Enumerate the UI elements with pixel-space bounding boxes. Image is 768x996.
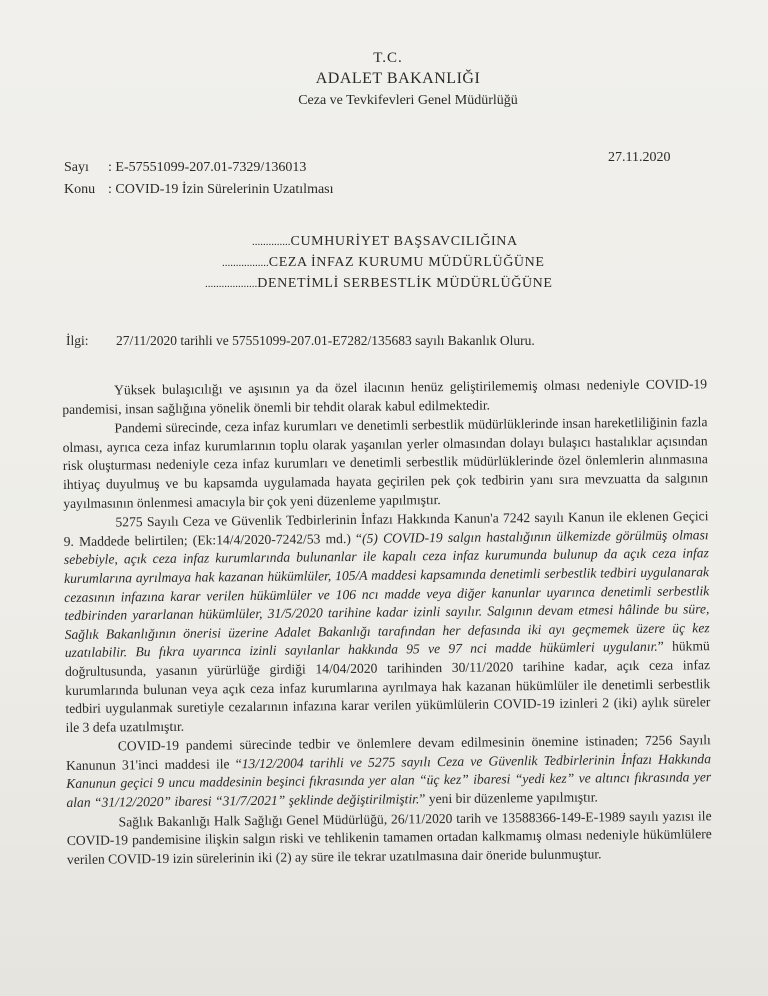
sayi-label: Sayı [64,160,89,175]
reference-line [66,333,535,349]
addressee-3 [205,276,705,292]
paragraph-1: Yüksek bulaşıcılığı ve aşısının ya da özel ilacının henüz geliştirilememiş olması nedeniyle COVID-19 pandemisi, insan sağlığına yönelik önemli bir tehdit olarak kabul edilmektedir. [62,376,708,417]
addressee-dots: .............. [252,236,291,248]
ministry-title: ADALET BAKANLIĞI [315,70,481,87]
addressee-text: DENETİMLİ SERBESTLİK MÜDÜRLÜĞÜNE [257,276,553,291]
addressee-1 [252,234,672,250]
letter-body [62,375,712,870]
paragraph-3 [63,507,710,737]
document-date: 27.11.2020 [608,150,671,165]
paragraph-4-quote: 13/12/2004 tarihli ve 5275 sayılı Ceza ve Güvenlik Tedbirlerinin İnfazı Hakkında Kanunun geçici 9 uncu maddesinin beşinci fıkrasında yer alan “üç kez” ibaresi “yedi kez” ve altıncı fıkrasında yer alan “31/12/2020” ibaresi “31/7/2021” şeklinde değiştirilmiştir. [66,751,712,811]
reference-text: 27/11/2020 tarihli ve 57551099-207.01-E7282/135683 sayılı Bakanlık Oluru. [116,333,535,348]
sayi-value: : E-57551099-207.01-7329/136013 [108,160,307,175]
konu-row [64,182,334,198]
addressee-text: CUMHURİYET BAŞSAVCILIĞINA [290,234,518,249]
paragraph-5: Sağlık Bakanlığı Halk Sağlığı Genel Müdürlüğü, 26/11/2020 tarih ve 13588366-149-E-1989 sayılı yazısı ile COVID-19 pandemisine ilişkin salgın riski ve tehlikenin tamamen ortadan kalkmamış olması nedeniyle hükümlülere verilen COVID-19 izin sürelerinin iki (2) ay süre ile tekrar uzatılmasına dair öneride bulunmuştur. [66,807,712,867]
addressee-dots: ................. [222,257,269,269]
addressee-2 [222,255,682,271]
paragraph-3-outro: ” hükmü doğrultusunda, yasanın yürürlüğe girdiği 14/04/2020 tarihinden 30/11/2020 tarihine kadar, açık ceza infaz kurumlarında bulunan veya açık ceza infaz kurumlarına ayrılmaya hak kazanan hükümlüler ile denetimli serbestlik tedbiri uygulanmak suretiyle cezalarının infazına karar verilen yükümlülerin COVID-19 izinleri 2 (iki) aylık süreler ile 3 defa uzatılmıştır. [64,638,711,735]
konu-value: : COVID-19 İzin Sürelerinin Uzatılması [108,182,334,197]
addressee-dots: ................... [205,278,258,290]
paragraph-3-quote: (5) COVID-19 salgın hastalığının ülkemizde görülmüş olması sebebiyle, açık ceza infaz kurumlarında bulunanlar ile kapalı ceza infaz kurumunda bulunup da açık ceza infaz kurumlarına ayrılmaya hak kazanan hükümlüler, 105/A maddesi kapsamında denetimli serbestlik tedbiri uygulanarak cezasının infazına karar verilen hükümlüler ve 106 ncı madde veya diğer kanunlar uyarınca denetimli serbestlik tedbirinden yararlanan hükümlüler, 31/5/2020 tarihine kadar izinli sayılır. Salgının devam etmesi hâlinde bu süre, Sağlık Bakanlığının önerisi üzerine Adalet Bakanlığı tarafından her defasında iki ayı geçmemek üzere üç kez uzatılabilir. Bu fıkra uyarınca izinli sayılanlar hakkında 95 ve 97 nci madde hükümleri uygulanır. [63,526,710,661]
addressee-text: CEZA İNFAZ KURUMU MÜDÜRLÜĞÜNE [268,255,545,270]
paragraph-4-outro: ” yeni bir düzenleme yapılmıştır. [419,789,598,807]
paragraph-3-intro: 5275 Sayılı Ceza ve Güvenlik Tedbirlerinin İnfazı Hakkında Kanun'a 7242 sayılı Kanun ile eklenen Geçici 9. Maddede belirtilen; (Ek:14/4/2020-7242/53 md.) “ [63,508,709,549]
reference-label: İlgi: [66,333,89,348]
paragraph-4 [66,732,712,813]
sayi-row [64,160,306,176]
department-title: Ceza ve Tevkifevleri Genel Müdürlüğü [298,93,518,108]
konu-label: Konu [64,182,96,197]
header-tc: T.C. [373,50,403,66]
paragraph-4-intro: COVID-19 pandemi sürecinde tedbir ve önlemlere devam edilmesinin önemine istinaden; 7256 Sayılı Kanunun 31'inci maddesi ile “ [65,732,711,773]
paragraph-2: Pandemi sürecinde, ceza infaz kurumları ve denetimli serbestlik müdürlüklerinde insan hareketliliğinin fazla olması, ayrıca ceza infaz kurumlarının toplu olarak yaşanılan yerler olmasından dolayı bulaşıcı hastalıklar açısından risk oluşturması nedeniyle ceza infaz kurumları ve denetimli serbestlik müdürlüklerinde özel önlemlerin alınmasına ihtiyaç duyulmuş ve bu kapsamda uygulamada hayata geçirilen pek çok tedbirin yanı sıra mevzuatta da salgının yayılmasının önlenmesi amacıyla bir çok yeni düzenleme yapılmıştır. [62,414,709,511]
